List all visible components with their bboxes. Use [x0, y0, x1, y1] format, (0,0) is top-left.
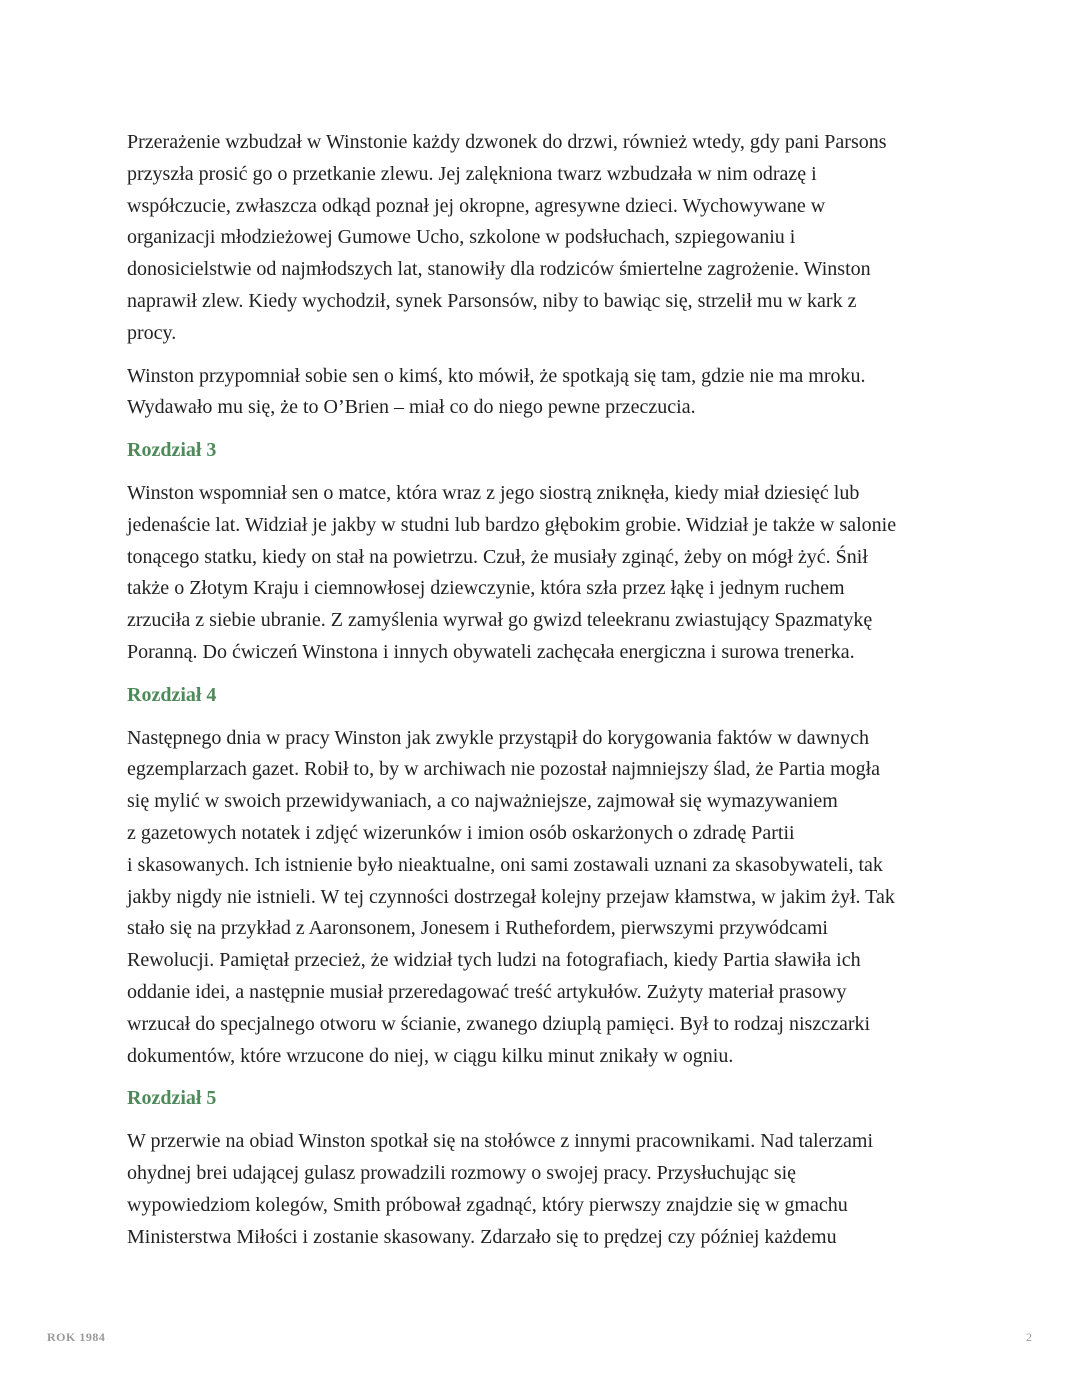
text-line: zrzuciła z siebie ubranie. Z zamyślenia wyrwał go gwizd teleekranu zwiastujący Spazmatykę [127, 609, 873, 632]
text-line: donosicielstwie od najmłodszych lat, stanowiły dla rodziców śmiertelne zagrożenie. Winston [127, 258, 871, 281]
chapter-heading: Rozdział 4 [127, 683, 217, 706]
text-line: przyszła prosić go o przetkanie zlewu. Jej zalękniona twarz wzbudzała w nim odrazę i [127, 162, 817, 185]
footer-page-number: 2 [1026, 1330, 1032, 1344]
text-line: wrzucał do specjalnego otworu w ścianie, zwanego dziuplą pamięci. Był to rodzaj niszczarki [127, 1012, 871, 1035]
paragraph [127, 361, 947, 425]
text-line: Winston przypomniał sobie sen o kimś, kto mówił, że spotkają się tam, gdzie nie ma mroku. [127, 364, 866, 387]
text-line: tonącego statku, kiedy on stał na powietrzu. Czuł, że musiały zginąć, żeby on mógł żyć. Śnił [127, 545, 868, 568]
text-line: z gazetowych notatek i zdjęć wizerunków i imion osób oskarżonych o zdradę Partii [127, 821, 795, 844]
footer-book-title: ROK 1984 [47, 1330, 106, 1344]
paragraph [127, 723, 947, 1073]
text-line: dokumentów, które wrzucone do niej, w ciągu kilku minut znikały w ogniu. [127, 1044, 734, 1067]
text-line: egzemplarzach gazet. Robił to, by w archiwach nie pozostał najmniejszy ślad, że Partia mogła [127, 758, 881, 781]
text-line: stało się na przykład z Aaronsonem, Jonesem i Ruthefordem, pierwszymi przywódcami [127, 917, 828, 940]
text-line: jedenaście lat. Widział je jakby w studni lub bardzo głębokim grobie. Widział je także w salonie [127, 513, 897, 536]
text-line: Ministerstwa Miłości i zostanie skasowany. Zdarzało się to prędzej czy później każdemu [127, 1225, 837, 1248]
text-line: oddanie idei, a następnie musiał przeredagować treść artykułów. Zużyty materiał prasowy [127, 980, 847, 1003]
text-line: także o Złotym Kraju i ciemnowłosej dziewczynie, która szła przez łąkę i jednym ruchem [127, 577, 845, 600]
text-line: ohydnej brei udającej gulasz prowadzili rozmowy o swojej pracy. Przysłuchując się [127, 1161, 797, 1184]
text-line: jakby nigdy nie istnieli. W tej czynności dostrzegał kolejny przejaw kłamstwa, w jakim żył. Tak [127, 885, 895, 908]
text-line: i skasowanych. Ich istnienie było nieaktualne, oni sami zostawali uznani za skasobywateli, tak [127, 853, 883, 876]
text-line: się mylić w swoich przewidywaniach, a co najważniejsze, zajmował się wymazywaniem [127, 790, 838, 813]
text-line: Przerażenie wzbudzał w Winstonie każdy dzwonek do drzwi, również wtedy, gdy pani Parsons [127, 131, 887, 153]
text-line: współczucie, zwłaszcza odkąd poznał jej okropne, agresywne dzieci. Wychowywane w [127, 194, 826, 217]
paragraph [127, 1126, 947, 1253]
text-line: procy. [127, 321, 177, 344]
paragraph [127, 478, 947, 669]
text-line: Poranną. Do ćwiczeń Winstona i innych obywateli zachęcała energiczna i surowa trenerka. [127, 640, 855, 663]
text-line: Następnego dnia w pracy Winston jak zwykle przystąpił do korygowania faktów w dawnych [127, 726, 869, 749]
text-line: organizacji młodzieżowej Gumowe Ucho, szkolone w podsłuchach, szpiegowaniu i [127, 226, 796, 249]
chapter-heading: Rozdział 5 [127, 1087, 217, 1110]
text-line: W przerwie na obiad Winston spotkał się na stołówce z innymi pracownikami. Nad talerzami [127, 1130, 874, 1153]
text-line: Wydawało mu się, że to O’Brien – miał co do niego pewne przeczucia. [127, 396, 696, 419]
chapter-heading: Rozdział 3 [127, 439, 217, 462]
page-body [127, 127, 947, 1264]
text-line: Winston wspomniał sen o matce, która wraz z jego siostrą zniknęła, kiedy miał dziesięć lub [127, 481, 860, 504]
paragraph [127, 127, 947, 350]
text-line: Rewolucji. Pamiętał przecież, że widział tych ludzi na fotografiach, kiedy Partia sławiła ich [127, 949, 861, 972]
text-line: wypowiedziom kolegów, Smith próbował zgadnąć, który pierwszy znajdzie się w gmachu [127, 1193, 848, 1216]
text-line: naprawił zlew. Kiedy wychodził, synek Parsonsów, niby to bawiąc się, strzelił mu w kark z [127, 289, 857, 312]
